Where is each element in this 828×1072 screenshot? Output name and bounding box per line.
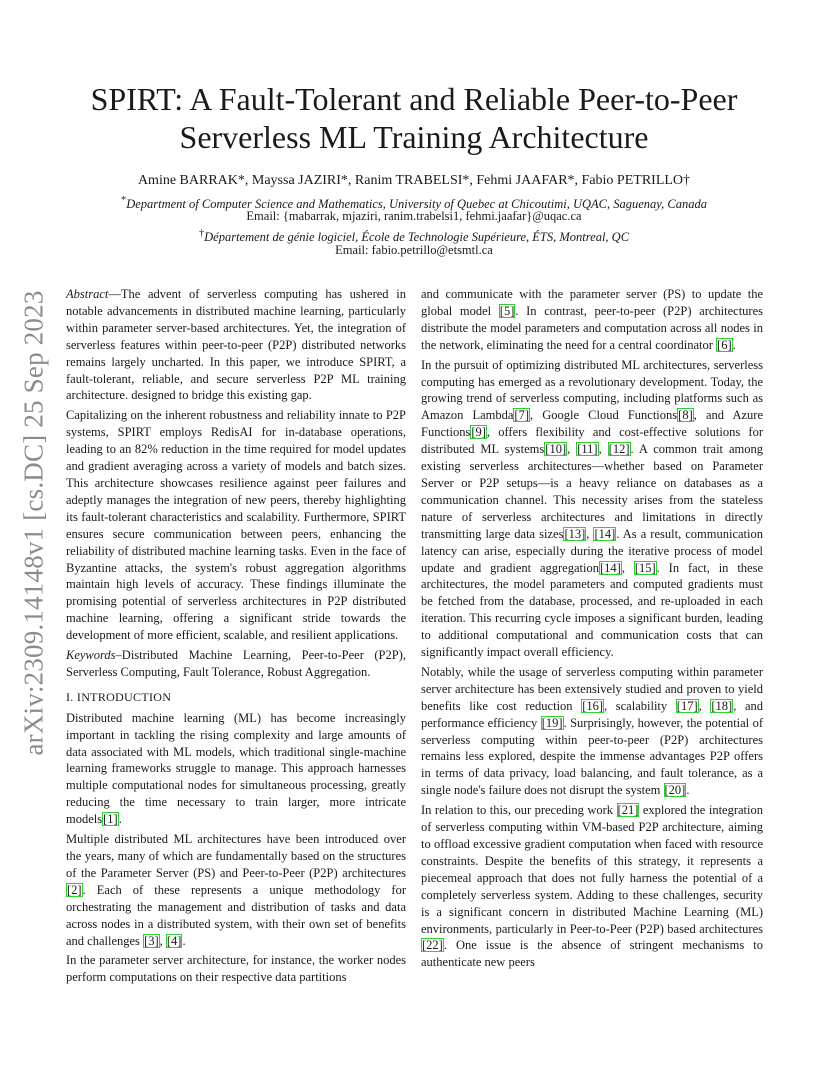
abstract-paragraph bbox=[66, 286, 406, 404]
abstract-label: Abstract bbox=[66, 287, 109, 301]
citation-link[interactable]: [17] bbox=[676, 698, 698, 713]
paragraph-text: . Surprisingly, however, the potential of serverless computing within peer-to-peer (P2P) architectures remains less explored, despite the immense advantages P2P offers in terms of data privacy, load balancing, and fault tolerance, as a single node's failure does not disrupt the system bbox=[421, 715, 763, 798]
keywords-label: Keywords bbox=[66, 648, 116, 663]
paragraph-text: . In fact, in these architectures, the model parameters and computed gradients must be fetched from the database, processed, and re-uploaded in each iteration. This recurring cycle imposes a significant burden, leading to additional computational and communication costs that can significantly impact overall efficiency. bbox=[421, 560, 763, 660]
citation-link[interactable]: [16] bbox=[582, 698, 604, 713]
paper-title-line-2: Serverless ML Training Architecture bbox=[179, 119, 649, 155]
paragraph-text: Multiple distributed ML architectures have been introduced over the years, many of which are fundamentally based on the structures of the Parameter Server (PS) and Peer-to-Peer (P2P) architectures bbox=[66, 832, 406, 880]
punctuation: . bbox=[686, 783, 690, 798]
paragraph-text: explored the integration of serverless computing within VM-based P2P architecture, aiming to offload excessive gradient computation when faced with resource constraints. Despite the benefits of this strategy, it represents a piecemeal approach that does not fully harness the potential of a completely serverless system. Adding to these challenges, security is a significant concern in distributed Machine Learning (ML) environments, particularly in Peer-to-Peer (P2P) based architectures bbox=[421, 803, 763, 936]
affiliation-mark: † bbox=[198, 228, 205, 239]
paragraph-text: . One issue is the absence of stringent mechanisms to authenticate new peers bbox=[421, 938, 763, 970]
citation-link[interactable]: [1] bbox=[103, 812, 118, 827]
citation-link[interactable]: [13] bbox=[564, 526, 586, 541]
author-list: Amine BARRAK*, Mayssa JAZIRI*, Ranim TRABELSI*, Fehmi JAAFAR*, Fabio PETRILLO† bbox=[137, 173, 691, 188]
arxiv-identifier-stamp bbox=[16, 286, 52, 760]
citation-link[interactable]: [8] bbox=[678, 408, 693, 423]
citation-link[interactable]: [19] bbox=[541, 715, 563, 730]
section-heading-introduction bbox=[66, 689, 406, 706]
punctuation: , bbox=[586, 526, 594, 541]
affiliation-ets-email bbox=[60, 242, 768, 259]
affiliation-text: Department of Computer Science and Mathematics, University of Quebec at Chicoutimi, UQAC, Saguenay, Canada bbox=[126, 197, 707, 212]
citation-link[interactable]: [18] bbox=[711, 698, 733, 713]
arxiv-identifier-text: arXiv:2309.14148v1 [cs.DC] 25 Sep 2023 bbox=[18, 290, 49, 756]
paragraph-text: , and Azure Functions bbox=[421, 408, 763, 440]
citation-link[interactable]: [9] bbox=[471, 425, 486, 440]
citation-link[interactable]: [7] bbox=[514, 408, 529, 423]
citation-link[interactable]: [2] bbox=[67, 882, 82, 897]
right-paragraph-1 bbox=[421, 286, 763, 354]
keywords-paragraph bbox=[66, 647, 406, 681]
citation-link[interactable]: [10] bbox=[545, 442, 567, 457]
paragraph-text: In relation to this, our preceding work bbox=[421, 803, 617, 818]
affiliation-email-text: Email: fabio.petrillo@etsmtl.ca bbox=[335, 243, 493, 257]
citation-link[interactable]: [14] bbox=[599, 560, 621, 575]
punctuation: , bbox=[621, 560, 634, 575]
right-paragraph-3 bbox=[421, 664, 763, 799]
paragraph-text: and communicate with the parameter server (PS) to update the global model bbox=[421, 287, 763, 318]
paragraph-text: In the pursuit of optimizing distributed ML architectures, serverless computing has emerged as a revolutionary development. Today, the growing trend of serverless computing, including platforms such as Amazon Lambda bbox=[421, 357, 763, 423]
citation-link[interactable]: [12] bbox=[608, 442, 630, 457]
punctuation: . bbox=[732, 337, 736, 352]
punctuation: , bbox=[598, 442, 608, 457]
punctuation: . bbox=[182, 933, 186, 948]
citation-link[interactable]: [6] bbox=[717, 337, 732, 352]
right-paragraph-4 bbox=[421, 802, 763, 971]
intro-paragraph-1 bbox=[66, 710, 406, 828]
affiliation-mark: * bbox=[120, 195, 127, 206]
intro-paragraph-2 bbox=[66, 831, 406, 949]
affiliation-email-text: Email: {mabarrak, mjaziri, ranim.trabelsi1, fehmi.jaafar}@uqac.ca bbox=[246, 209, 582, 223]
paragraph-text: . In contrast, peer-to-peer (P2P) architectures distribute the model parameters and computation across all nodes in the network, eliminating the need for a central coordinator bbox=[421, 303, 763, 352]
affiliation-text: Département de génie logiciel, École de Technologie Supérieure, ÉTS, Montreal, QC bbox=[204, 230, 630, 245]
paper-title-line-1: SPIRT: A Fault-Tolerant and Reliable Peer-to-Peer bbox=[90, 81, 738, 117]
right-paragraph-2 bbox=[421, 357, 763, 661]
punctuation: , bbox=[698, 698, 711, 713]
citation-link[interactable]: [3] bbox=[144, 933, 159, 948]
paragraph-text: , scalability bbox=[604, 698, 676, 713]
paragraph-text: . As a result, communication latency can arise, especially during the iterative process of model update and gradient aggregation bbox=[421, 526, 764, 575]
section-number: I. bbox=[66, 689, 74, 704]
abstract-text: —The advent of serverless computing has ushered in notable advancements in distributed machine learning, particularly within parameter server-based architectures. Yet, the integration of serverless features within peer-to-peer (P2P) distributed networks remains largely uncharted. In this paper, we introduce SPIRT, a fault-tolerant, reliable, and secure serverless P2P ML training architecture. designed to bridge this existing gap. bbox=[66, 287, 406, 403]
paragraph-text: Notably, while the usage of serverless computing within parameter server architecture has been extensively studied and proven to yield benefits like cost reduction bbox=[421, 664, 763, 713]
paragraph-text: , Google Cloud Functions bbox=[530, 408, 678, 423]
citation-link[interactable]: [4] bbox=[166, 933, 182, 948]
paragraph-text: , offers flexibility and cost-effective solutions for distributed ML systems bbox=[421, 425, 763, 457]
keywords-text: –Distributed Machine Learning, Peer-to-Peer (P2P), Serverless Computing, Fault Tolerance, Robust Aggregation. bbox=[66, 648, 406, 679]
paragraph-text: . Each of these represents a unique methodology for orchestrating the management and distribution of tasks and data across nodes in a distributed system, with their own set of benefits and challenges bbox=[66, 882, 406, 948]
citation-link[interactable]: [20] bbox=[664, 783, 686, 798]
citation-link[interactable]: [15] bbox=[634, 560, 656, 575]
paragraph-text: , and performance efficiency bbox=[421, 698, 764, 730]
paragraph-text: Distributed machine learning (ML) has become increasingly important in tackling the rising complexity and large amounts of data associated with ML models, which traditional single-machine learning frameworks struggle to manage. This approach harnesses multiple computational nodes for simultaneous processing, greatly reducing the time necessary to train larger, more intricate models bbox=[66, 710, 406, 827]
left-column bbox=[66, 286, 406, 986]
abstract-paragraph-2: Capitalizing on the inherent robustness and reliability innate to P2P systems, SPIRT employs RedisAI for in-database operations, leading to an 82% reduction in the time required for model updates and gradient averaging across a variety of models and batch sizes. This architecture showcases resilience against peer failures and adeptly manages the integration of new peers, thereby highlighting its fault-tolerant characteristics and scalability. Furthermore, SPIRT ensures secure communication between peers, enhancing the reliability of distributed machine learning tasks. Even in the face of Byzantine attacks, the system's robust aggregation algorithms maintain high levels of accuracy. These findings illuminate the promising potential of serverless architectures in P2P distributed machine learning, offering a significant stride towards the development of more efficient, scalable, and resilient applications. bbox=[66, 408, 406, 643]
intro-paragraph-3: In the parameter server architecture, for instance, the worker nodes perform computations on their respective data partitions bbox=[66, 953, 406, 985]
section-first-letter: I bbox=[76, 689, 82, 704]
citation-link[interactable]: [22] bbox=[422, 938, 443, 953]
section-title-rest: NTRODUCTION bbox=[81, 689, 172, 704]
citation-link[interactable]: [21] bbox=[617, 803, 639, 818]
citation-link[interactable]: [14] bbox=[594, 526, 616, 541]
punctuation: . bbox=[118, 812, 122, 827]
citation-link[interactable]: [11] bbox=[577, 442, 598, 457]
punctuation: , bbox=[159, 933, 166, 948]
right-column bbox=[421, 286, 763, 971]
punctuation: , bbox=[567, 442, 577, 457]
citation-link[interactable]: [5] bbox=[499, 303, 515, 318]
affiliation-uqac-email bbox=[60, 208, 768, 225]
paragraph-text: . A common trait among existing serverless architectures—whether based on Parameter Server or P2P setups—is a heavy reliance on databases as a communication channel. This necessity arises from the stateless nature of serverless architectures and limitations in directly transmitting large data sizes bbox=[421, 442, 764, 541]
paper-title bbox=[60, 80, 768, 156]
